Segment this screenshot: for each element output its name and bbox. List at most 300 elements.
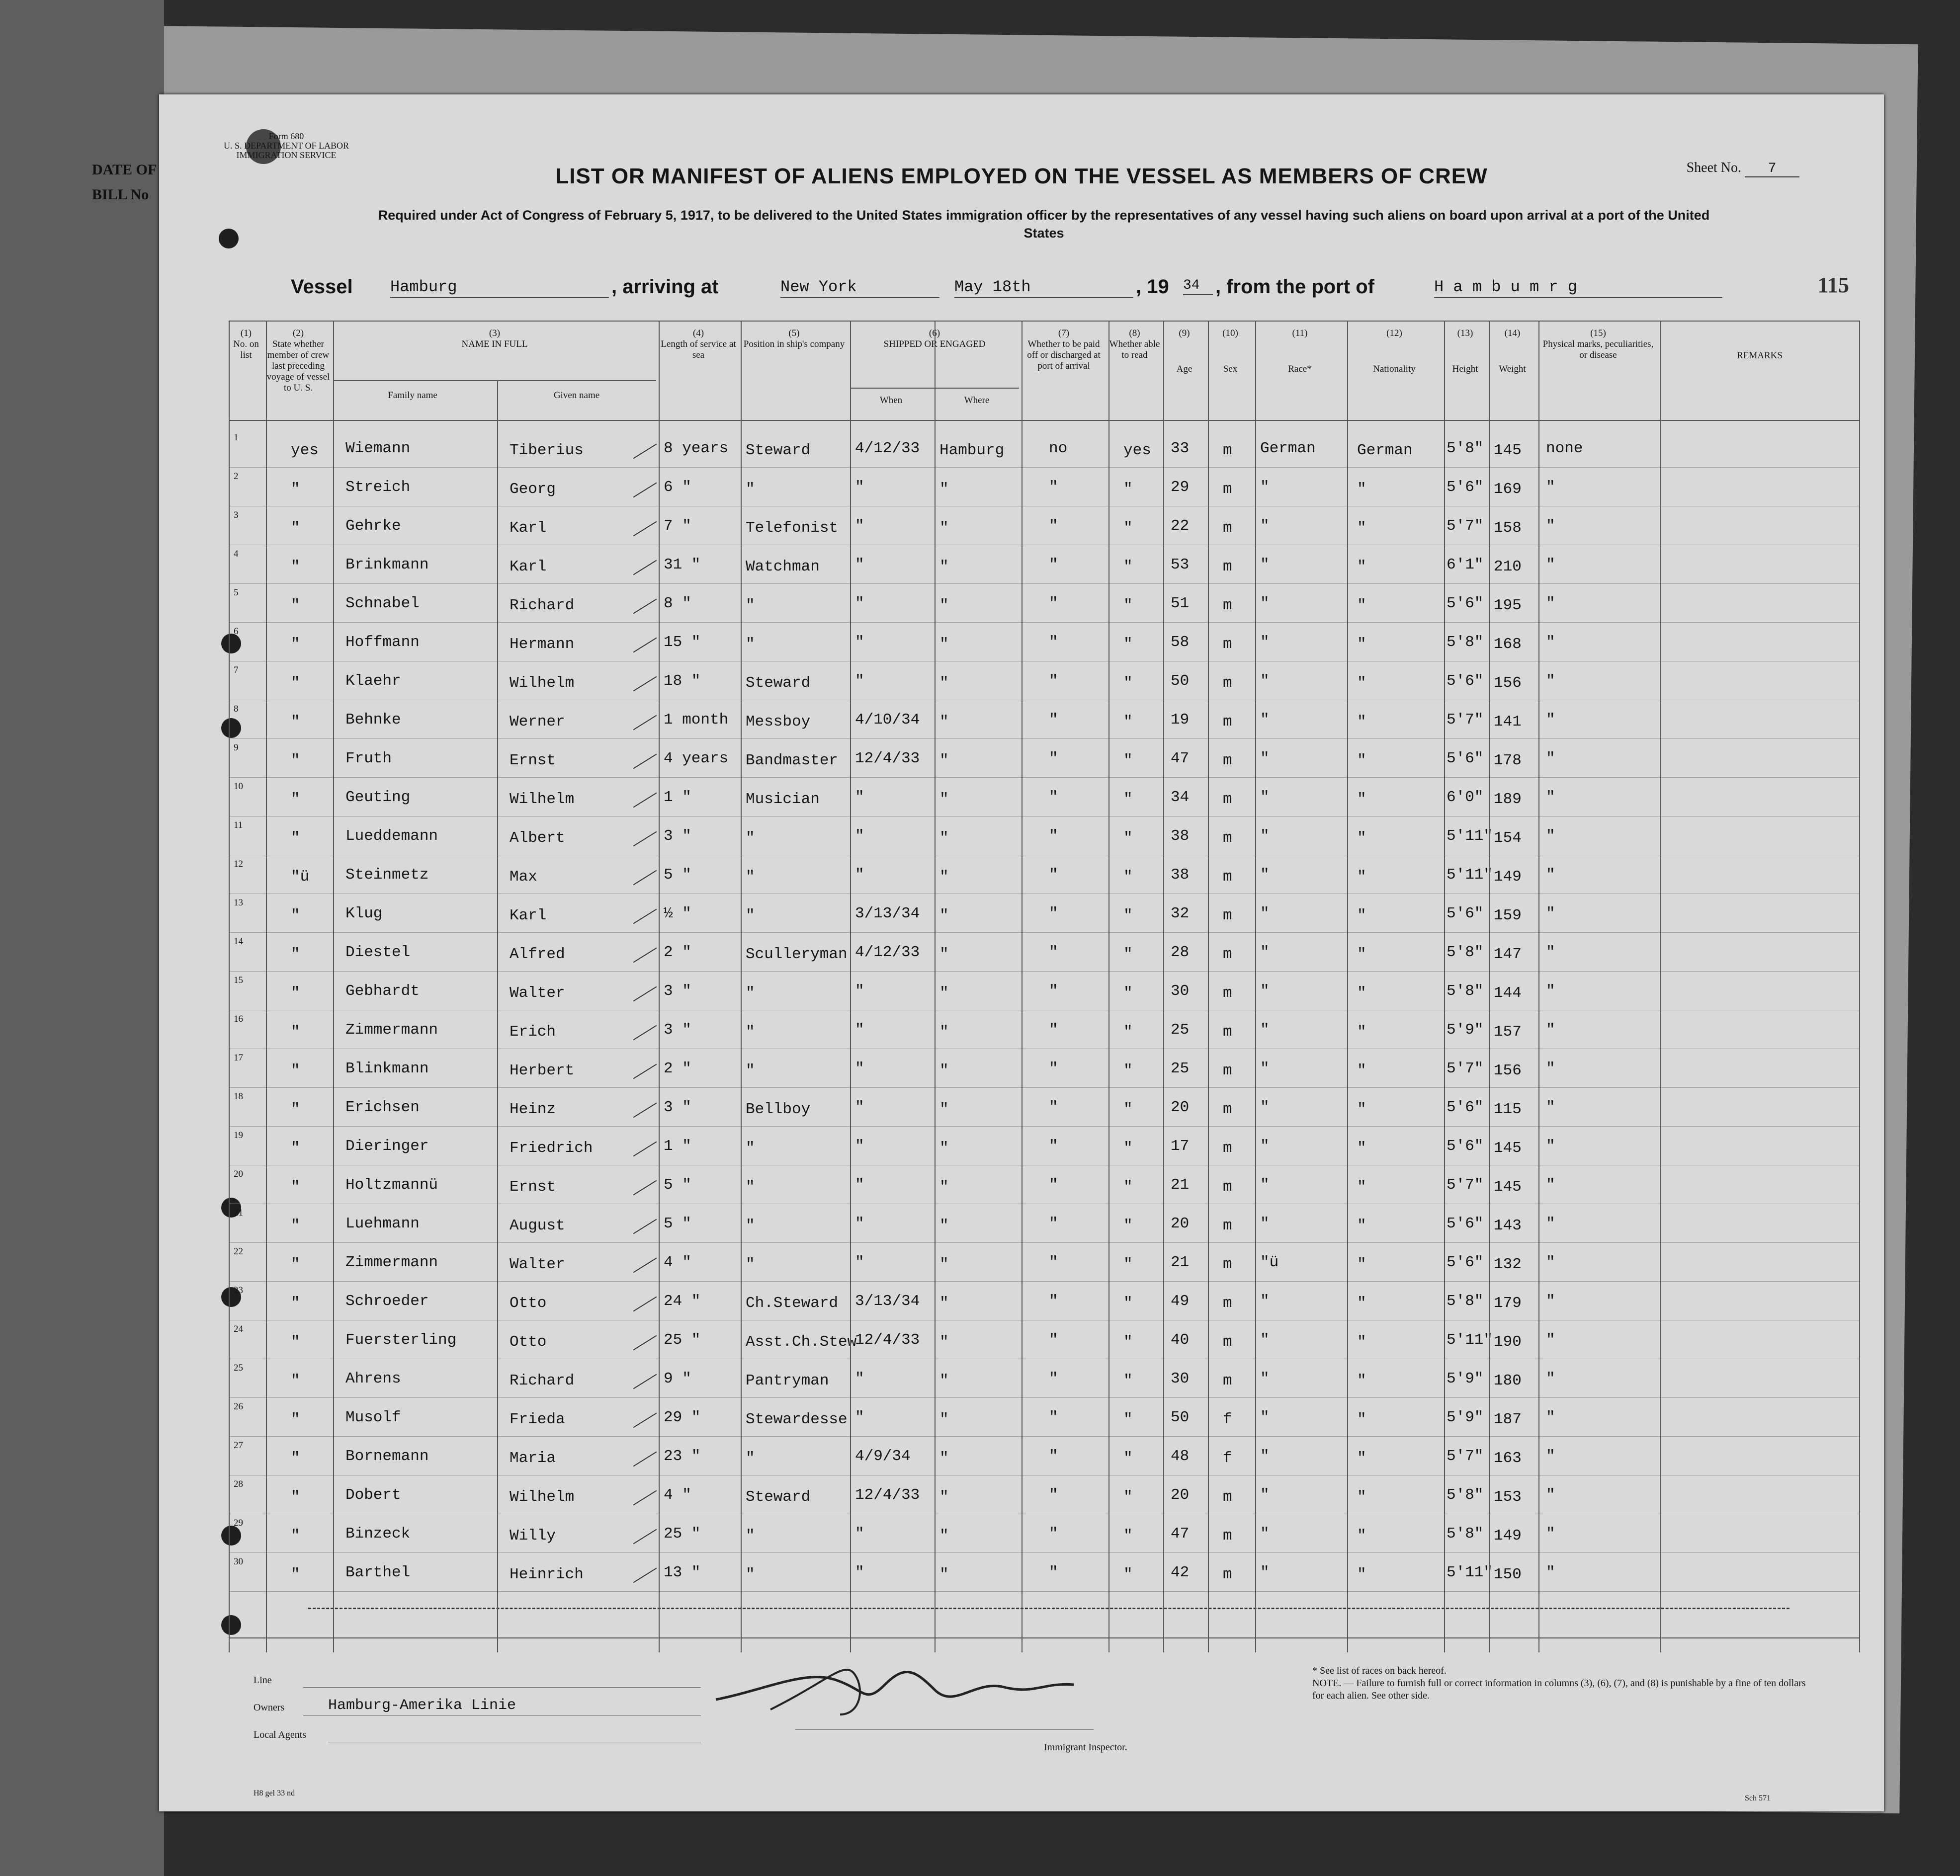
cell-where: "	[939, 1062, 949, 1079]
cell-no: 17	[234, 1053, 243, 1063]
cell-read: "	[1123, 1488, 1133, 1506]
header-col5: (5) Position in ship's company	[743, 328, 845, 349]
sheet-number	[1687, 160, 1799, 177]
cell-marks: "	[1546, 750, 1555, 767]
cell-marks: "	[1546, 517, 1555, 535]
cell-prev: "	[291, 1023, 300, 1041]
cell-age: 34	[1171, 789, 1190, 806]
cell-paid: "	[1049, 595, 1058, 612]
cell-wt: 153	[1494, 1488, 1522, 1506]
cell-prev: "	[291, 752, 300, 769]
check-mark	[633, 521, 657, 537]
cell-position: Asst.Ch.Stew	[746, 1333, 857, 1351]
cell-read: "	[1123, 1062, 1133, 1079]
cell-prev: "ü	[291, 868, 310, 886]
header-col13: (13) Height	[1452, 328, 1478, 374]
cell-read: "	[1123, 1023, 1133, 1041]
cell-paid: "	[1049, 944, 1058, 961]
cell-ht: 5'7"	[1447, 1176, 1484, 1194]
cell-race: "	[1260, 1176, 1270, 1194]
cell-wt: 145	[1494, 1178, 1522, 1196]
cell-when: "	[855, 866, 864, 884]
cell-sex: m	[1223, 558, 1232, 575]
cell-paid: "	[1049, 1060, 1058, 1077]
cell-position: "	[746, 1566, 755, 1583]
cell-paid: "	[1049, 789, 1058, 806]
cell-sex: m	[1223, 1062, 1232, 1079]
cell-when: 3/13/34	[855, 905, 920, 922]
cell-marks: "	[1546, 595, 1555, 612]
cell-read: "	[1123, 1566, 1133, 1583]
cell-prev: "	[291, 597, 300, 614]
cell-given: Albert	[510, 829, 565, 847]
cell-position: "	[746, 907, 755, 924]
cell-ht: 5'6"	[1447, 1254, 1484, 1271]
cell-where: "	[939, 481, 949, 498]
cell-family: Ahrens	[345, 1370, 401, 1387]
cell-position: Bellboy	[746, 1101, 811, 1118]
cell-race: "	[1260, 711, 1270, 729]
cell-where: "	[939, 1411, 949, 1428]
cell-no: 11	[234, 820, 243, 830]
cell-age: 47	[1171, 750, 1190, 767]
cell-ht: 5'8"	[1447, 982, 1484, 1000]
cell-family: Hoffmann	[345, 634, 420, 651]
cell-given: Frieda	[510, 1411, 565, 1428]
check-mark	[633, 831, 657, 847]
cell-wt: 158	[1494, 519, 1522, 537]
print-code: H8 gel 33 nd	[254, 1789, 295, 1797]
cell-when: "	[855, 982, 864, 1000]
cell-service: 25 "	[664, 1331, 701, 1349]
cell-where: "	[939, 1101, 949, 1118]
cell-given: August	[510, 1217, 565, 1234]
cell-marks: "	[1546, 1176, 1555, 1194]
cell-age: 21	[1171, 1176, 1190, 1194]
cell-marks: "	[1546, 1564, 1555, 1581]
cell-given: Werner	[510, 713, 565, 731]
end-of-list-line	[308, 1608, 1790, 1609]
cell-sex: m	[1223, 1140, 1232, 1157]
cell-wt: 168	[1494, 636, 1522, 653]
cell-ht: 5'8"	[1447, 440, 1484, 457]
cell-sex: m	[1223, 442, 1232, 459]
cell-service: 8 "	[664, 595, 691, 612]
header-col3: (3) NAME IN FULL	[461, 328, 528, 349]
cell-given: Ernst	[510, 1178, 556, 1196]
check-mark	[633, 483, 657, 498]
vessel-name: Hamburg	[390, 278, 609, 298]
cell-nat: "	[1357, 1295, 1366, 1312]
cell-given: Karl	[510, 558, 547, 575]
cell-sex: m	[1223, 597, 1232, 614]
cell-race: "	[1260, 1060, 1270, 1077]
cell-where: "	[939, 1178, 949, 1196]
cell-where: "	[939, 558, 949, 575]
cell-wt: 145	[1494, 442, 1522, 459]
cell-nat: "	[1357, 1178, 1366, 1196]
cell-no: 23	[234, 1285, 243, 1296]
cell-wt: 132	[1494, 1256, 1522, 1273]
cell-given: Heinrich	[510, 1566, 584, 1583]
cell-wt: 149	[1494, 868, 1522, 886]
cell-position: "	[746, 1062, 755, 1079]
cell-age: 19	[1171, 711, 1190, 729]
cell-service: 31 "	[664, 556, 701, 573]
cell-service: 2 "	[664, 1060, 691, 1077]
cell-paid: no	[1049, 440, 1068, 457]
cell-when: 4/12/33	[855, 944, 920, 961]
department-name: U. S. DEPARTMENT OF LABOR	[224, 141, 349, 151]
cell-paid: "	[1049, 827, 1058, 845]
check-mark	[633, 1064, 657, 1079]
cell-sex: m	[1223, 946, 1232, 963]
cell-position: "	[746, 1256, 755, 1273]
cell-given: Hermann	[510, 636, 575, 653]
cell-given: Friedrich	[510, 1140, 593, 1157]
cell-service: 1 "	[664, 1138, 691, 1155]
cell-read: "	[1123, 829, 1133, 847]
cell-prev: "	[291, 1450, 300, 1467]
cell-family: Lueddemann	[345, 827, 438, 845]
cell-given: Walter	[510, 1256, 565, 1273]
cell-age: 33	[1171, 440, 1190, 457]
cell-race: "	[1260, 1448, 1270, 1465]
cell-nat: "	[1357, 791, 1366, 808]
cell-sex: m	[1223, 481, 1232, 498]
cell-sex: m	[1223, 868, 1232, 886]
cell-marks: "	[1546, 944, 1555, 961]
cell-where: "	[939, 984, 949, 1002]
cell-family: Steinmetz	[345, 866, 429, 884]
cell-when: "	[855, 1021, 864, 1039]
cell-prev: "	[291, 713, 300, 731]
cell-no: 5	[234, 587, 239, 598]
cell-ht: 5'11"	[1447, 1564, 1493, 1581]
header-when: When	[879, 395, 903, 406]
cell-when: "	[855, 1060, 864, 1077]
cell-prev: "	[291, 1372, 300, 1389]
cell-family: Klug	[345, 905, 383, 922]
cell-where: "	[939, 946, 949, 963]
cell-marks: "	[1546, 1254, 1555, 1271]
cell-prev: "	[291, 1295, 300, 1312]
cell-paid: "	[1049, 672, 1058, 690]
cell-sex: m	[1223, 1178, 1232, 1196]
check-mark	[633, 599, 657, 614]
cell-nat: "	[1357, 519, 1366, 537]
cell-prev: "	[291, 1566, 300, 1583]
cell-no: 28	[234, 1479, 243, 1489]
cell-nat: "	[1357, 1101, 1366, 1118]
cell-marks: "	[1546, 1409, 1555, 1426]
cell-prev: "	[291, 1333, 300, 1351]
cell-where: "	[939, 752, 949, 769]
cell-prev: yes	[291, 442, 319, 459]
cell-race: "	[1260, 1331, 1270, 1349]
cell-position: Telefonist	[746, 519, 839, 537]
cell-no: 19	[234, 1130, 243, 1141]
cell-ht: 5'6"	[1447, 479, 1484, 496]
cell-given: Herbert	[510, 1062, 575, 1079]
cell-prev: "	[291, 1488, 300, 1506]
races-note: * See list of races on back hereof.	[1312, 1665, 1447, 1676]
cell-when: "	[855, 1099, 864, 1116]
cell-when: "	[855, 634, 864, 651]
departure-port: H a m b u m r g	[1434, 278, 1722, 298]
cell-no: 27	[234, 1440, 243, 1451]
owners-label: Owners	[254, 1702, 285, 1713]
cell-nat: "	[1357, 1566, 1366, 1583]
cell-marks: "	[1546, 1060, 1555, 1077]
cell-family: Gehrke	[345, 517, 401, 535]
cell-given: Walter	[510, 984, 565, 1002]
cell-wt: 187	[1494, 1411, 1522, 1428]
cell-marks: "	[1546, 789, 1555, 806]
cell-family: Barthel	[345, 1564, 411, 1581]
cell-age: 38	[1171, 827, 1190, 845]
cell-sex: m	[1223, 984, 1232, 1002]
check-mark	[633, 948, 657, 963]
cell-wt: 150	[1494, 1566, 1522, 1583]
cell-service: 4 "	[664, 1486, 691, 1504]
cell-age: 20	[1171, 1215, 1190, 1232]
cell-given: Georg	[510, 481, 556, 498]
cell-where: "	[939, 1023, 949, 1041]
cell-prev: "	[291, 519, 300, 537]
cell-race: "	[1260, 672, 1270, 690]
cell-wt: 144	[1494, 984, 1522, 1002]
cell-sex: f	[1223, 1411, 1232, 1428]
cell-no: 1	[234, 432, 239, 443]
schedule-code: Sch 571	[1745, 1794, 1771, 1802]
cell-no: 8	[234, 704, 239, 714]
header-col10: (10) Sex	[1222, 328, 1238, 374]
cell-position: "	[746, 1178, 755, 1196]
cell-race: "	[1260, 789, 1270, 806]
cell-race: "	[1260, 1215, 1270, 1232]
cell-sex: m	[1223, 636, 1232, 653]
cell-marks: "	[1546, 866, 1555, 884]
check-mark	[633, 1103, 657, 1118]
cell-when: 4/10/34	[855, 711, 920, 729]
cell-read: "	[1123, 1217, 1133, 1234]
check-mark	[633, 1413, 657, 1428]
cell-race: "	[1260, 944, 1270, 961]
cell-when: "	[855, 556, 864, 573]
sheet-number-label: Sheet No.	[1686, 160, 1741, 175]
cell-service: 25 "	[664, 1525, 701, 1543]
cell-age: 20	[1171, 1486, 1190, 1504]
cell-paid: "	[1049, 1564, 1058, 1581]
cell-prev: "	[291, 1140, 300, 1157]
cell-sex: m	[1223, 1217, 1232, 1234]
cell-service: 3 "	[664, 1021, 691, 1039]
cell-ht: 5'9"	[1447, 1021, 1484, 1039]
cell-read: "	[1123, 1140, 1133, 1157]
cell-family: Dieringer	[345, 1138, 429, 1155]
header-col8: (8) Whether able to read	[1109, 328, 1160, 360]
from-port-label: , from the port of	[1215, 276, 1374, 298]
cell-given: Richard	[510, 597, 575, 614]
cell-wt: 163	[1494, 1450, 1522, 1467]
cell-no: 7	[234, 665, 239, 675]
cell-read: "	[1123, 1101, 1133, 1118]
header-col11: (11) Race*	[1288, 328, 1312, 374]
cell-ht: 5'11"	[1447, 866, 1493, 884]
cell-given: Maria	[510, 1450, 556, 1467]
cell-paid: "	[1049, 1331, 1058, 1349]
cell-where: "	[939, 674, 949, 692]
cell-family: Blinkmann	[345, 1060, 429, 1077]
cell-marks: "	[1546, 556, 1555, 573]
cell-paid: "	[1049, 1099, 1058, 1116]
cell-paid: "	[1049, 750, 1058, 767]
cell-position: "	[746, 1023, 755, 1041]
cell-nat: "	[1357, 829, 1366, 847]
cell-age: 29	[1171, 479, 1190, 496]
cell-service: 13 "	[664, 1564, 701, 1581]
cell-when: "	[855, 1138, 864, 1155]
cell-marks: "	[1546, 1099, 1555, 1116]
cell-given: Tiberius	[510, 442, 584, 459]
cell-ht: 5'8"	[1447, 944, 1484, 961]
cell-age: 48	[1171, 1448, 1190, 1465]
cell-position: "	[746, 481, 755, 498]
manifest-sheet	[159, 94, 1884, 1811]
cell-service: 6 "	[664, 479, 691, 496]
cell-where: "	[939, 1217, 949, 1234]
cell-read: "	[1123, 1411, 1133, 1428]
cell-marks: "	[1546, 982, 1555, 1000]
cell-read: "	[1123, 1295, 1133, 1312]
cell-prev: "	[291, 1256, 300, 1273]
cell-when: 12/4/33	[855, 1486, 920, 1504]
cell-no: 21	[234, 1208, 243, 1218]
cell-prev: "	[291, 636, 300, 653]
cell-read: "	[1123, 907, 1133, 924]
cell-nat: "	[1357, 1411, 1366, 1428]
cell-race: "	[1260, 1099, 1270, 1116]
cell-read: "	[1123, 752, 1133, 769]
cell-wt: 210	[1494, 558, 1522, 575]
header-col12: (12) Nationality	[1373, 328, 1416, 374]
cell-family: Holtzmannü	[345, 1176, 438, 1194]
cell-ht: 5'11"	[1447, 827, 1493, 845]
cell-read: "	[1123, 1178, 1133, 1196]
cell-wt: 169	[1494, 481, 1522, 498]
cell-ht: 5'11"	[1447, 1331, 1493, 1349]
cell-service: 4 years	[664, 750, 729, 767]
cell-nat: "	[1357, 1217, 1366, 1234]
cell-family: Gebhardt	[345, 982, 420, 1000]
sheet-number-value: 7	[1745, 161, 1799, 177]
cell-no: 10	[234, 781, 243, 792]
cell-read: "	[1123, 984, 1133, 1002]
cell-when: "	[855, 1409, 864, 1426]
cell-ht: 5'6"	[1447, 750, 1484, 767]
penalty-note: NOTE. — Failure to furnish full or correct information in columns (3), (6), (7), and (8) is punishable by a fine of ten dollars for each alien. See other side.	[1312, 1678, 1806, 1701]
cell-where: "	[939, 1140, 949, 1157]
cell-marks: "	[1546, 1138, 1555, 1155]
cell-where: "	[939, 1372, 949, 1389]
cell-marks: "	[1546, 672, 1555, 690]
cell-age: 20	[1171, 1099, 1190, 1116]
cell-service: 5 "	[664, 1176, 691, 1194]
cell-paid: "	[1049, 479, 1058, 496]
cell-read: "	[1123, 558, 1133, 575]
cell-nat: "	[1357, 1527, 1366, 1545]
left-margin-strip	[0, 0, 164, 1876]
cell-wt: 190	[1494, 1333, 1522, 1351]
check-mark	[633, 870, 657, 886]
cell-where: "	[939, 597, 949, 614]
cell-age: 47	[1171, 1525, 1190, 1543]
cell-prev: "	[291, 791, 300, 808]
cell-sex: m	[1223, 1101, 1232, 1118]
cell-when: 4/9/34	[855, 1448, 911, 1465]
cell-wt: 147	[1494, 946, 1522, 963]
cell-age: 25	[1171, 1021, 1190, 1039]
cell-sex: m	[1223, 1527, 1232, 1545]
cell-ht: 5'8"	[1447, 1293, 1484, 1310]
cell-position: Bandmaster	[746, 752, 839, 769]
cell-race: "	[1260, 479, 1270, 496]
cell-marks: "	[1546, 1525, 1555, 1543]
cell-position: "	[746, 636, 755, 653]
cell-given: Ernst	[510, 752, 556, 769]
footer-note	[1312, 1665, 1809, 1702]
cell-sex: m	[1223, 752, 1232, 769]
cell-ht: 5'7"	[1447, 1448, 1484, 1465]
cell-race: "	[1260, 905, 1270, 922]
cell-sex: m	[1223, 1566, 1232, 1583]
cell-where: Hamburg	[939, 442, 1005, 459]
cell-marks: "	[1546, 711, 1555, 729]
cell-service: 29 "	[664, 1409, 701, 1426]
check-mark	[633, 1490, 657, 1506]
cell-when: 3/13/34	[855, 1293, 920, 1310]
cell-marks: "	[1546, 634, 1555, 651]
cell-wt: 141	[1494, 713, 1522, 731]
cell-age: 53	[1171, 556, 1190, 573]
cell-family: Behnke	[345, 711, 401, 729]
arriving-label: , arriving at	[611, 276, 719, 298]
cell-read: "	[1123, 1527, 1133, 1545]
cell-sex: m	[1223, 519, 1232, 537]
cell-position: Pantryman	[746, 1372, 829, 1389]
cell-service: 3 "	[664, 982, 691, 1000]
page-stamp-number: 115	[1817, 273, 1849, 297]
cell-no: 6	[234, 626, 239, 637]
cell-family: Klaehr	[345, 672, 401, 690]
cell-service: 2 "	[664, 944, 691, 961]
cell-family: Diestel	[345, 944, 411, 961]
cell-paid: "	[1049, 556, 1058, 573]
cell-given: Willy	[510, 1527, 556, 1545]
cell-service: 1 month	[664, 711, 729, 729]
cell-ht: 5'9"	[1447, 1409, 1484, 1426]
cell-nat: "	[1357, 1333, 1366, 1351]
cell-given: Max	[510, 868, 537, 886]
cell-nat: "	[1357, 752, 1366, 769]
cell-service: 4 "	[664, 1254, 691, 1271]
cell-ht: 5'7"	[1447, 711, 1484, 729]
cell-where: "	[939, 1295, 949, 1312]
cell-no: 14	[234, 936, 243, 947]
cell-age: 51	[1171, 595, 1190, 612]
cell-prev: "	[291, 1101, 300, 1118]
